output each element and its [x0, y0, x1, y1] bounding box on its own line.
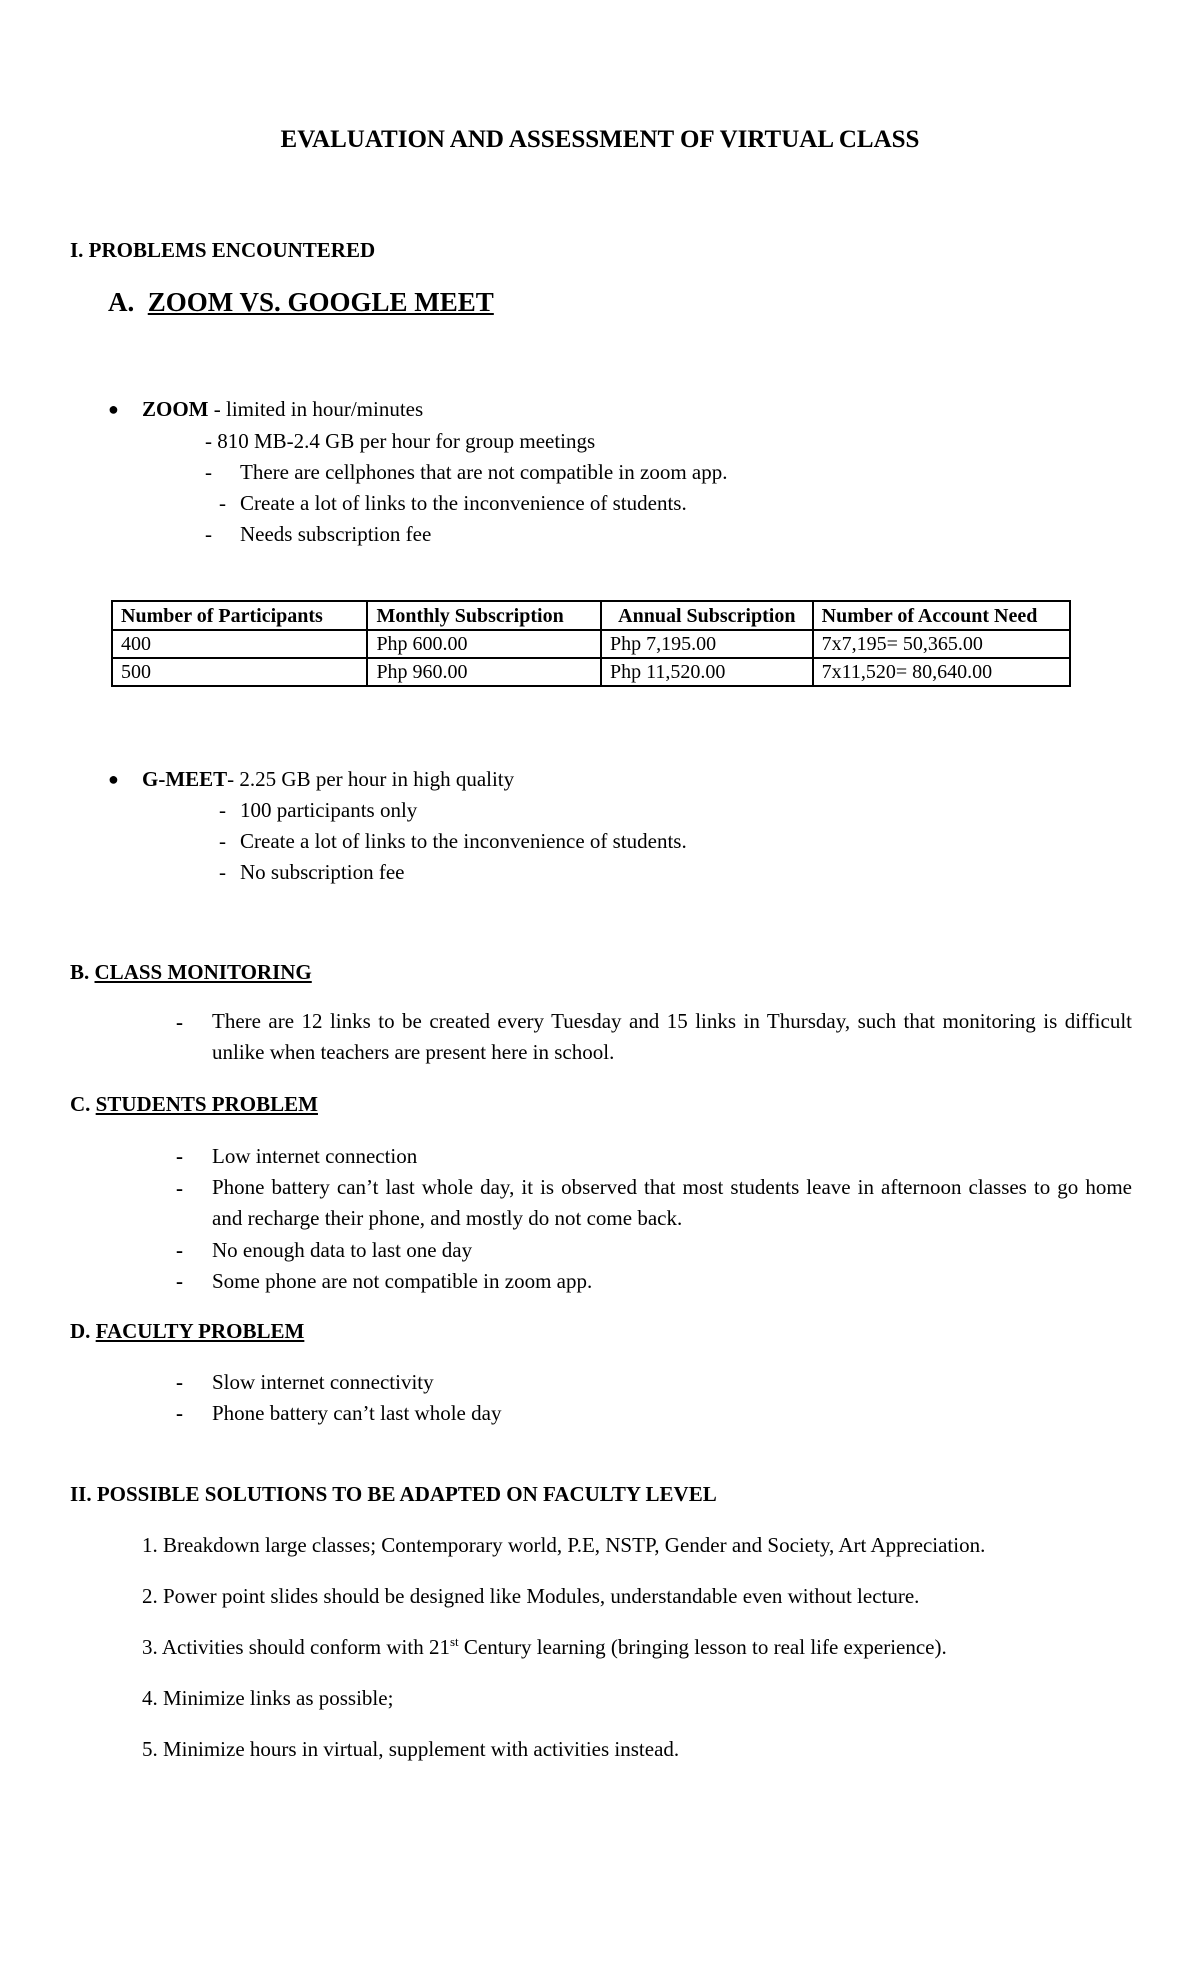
dash-icon: -: [219, 798, 226, 822]
solution-item: 2. Power point slides should be designed like Modules, understandable even without lecture.: [142, 1584, 920, 1608]
students-problem-item: Some phone are not compatible in zoom app.: [212, 1269, 593, 1293]
zoom-line-2: - 810 MB-2.4 GB per hour for group meetings: [205, 429, 596, 453]
dash-icon: -: [219, 829, 226, 853]
table-header-row: [112, 601, 1070, 630]
gmeet-item: 100 participants only: [240, 798, 418, 822]
table-header-cell: Monthly Subscription: [367, 601, 601, 630]
faculty-problem-item: Slow internet connectivity: [212, 1370, 434, 1394]
students-problem-item: Phone battery can’t last whole day, it is observed that most students leave in afternoon classes to go home and recharge their phone, and mostly do not come back.: [212, 1175, 1132, 1230]
ordinal-suffix: st: [449, 1634, 459, 1649]
zoom-bullet: [142, 395, 423, 423]
solution-item: 1. Breakdown large classes; Contemporary world, P.E, NSTP, Gender and Society, Art Appreciation.: [142, 1533, 986, 1557]
table-cell: 500: [112, 658, 367, 686]
gmeet-item: Create a lot of links to the inconvenience of students.: [240, 829, 687, 853]
zoom-item: There are cellphones that are not compatible in zoom app.: [240, 460, 728, 484]
document-title: EVALUATION AND ASSESSMENT OF VIRTUAL CLASS: [280, 126, 920, 153]
table-cell: Php 960.00: [367, 658, 601, 686]
section-a-label: A.: [108, 287, 135, 317]
section-c-title: STUDENTS PROBLEM: [95, 1092, 318, 1116]
solution-item-3-rest: Century learning (bringing lesson to real life experience).: [458, 1635, 947, 1659]
table-header-cell: Number of Account Need: [813, 601, 1070, 630]
bullet-icon: ●: [108, 769, 119, 789]
gmeet-bullet: [142, 765, 514, 793]
dash-icon: -: [176, 1144, 183, 1168]
zoom-item: Needs subscription fee: [240, 522, 432, 546]
section-d-heading: [70, 1317, 304, 1345]
dash-icon: -: [219, 860, 226, 884]
zoom-first-line: - limited in hour/minutes: [208, 397, 424, 421]
bullet-icon: ●: [108, 399, 119, 419]
section-b-title: CLASS MONITORING: [94, 960, 312, 984]
students-problem-item: Low internet connection: [212, 1144, 418, 1168]
table-cell: 400: [112, 630, 367, 658]
section-a-heading: [108, 288, 494, 316]
subscription-table: [111, 600, 1071, 687]
dash-icon: -: [205, 460, 212, 484]
section-d-label: D.: [70, 1319, 91, 1343]
gmeet-label: G-MEET: [142, 767, 228, 791]
table-cell: 7x11,520= 80,640.00: [813, 658, 1070, 686]
dash-icon: -: [205, 522, 212, 546]
section-b-label: B.: [70, 960, 90, 984]
section-b-heading: [70, 958, 312, 986]
solution-item-3-text: 3. Activities should conform with 21: [142, 1635, 450, 1659]
section-c-heading: [70, 1090, 318, 1118]
zoom-item: Create a lot of links to the inconvenience of students.: [240, 491, 687, 515]
table-header-cell: Number of Participants: [112, 601, 367, 630]
table-header-cell: Annual Subscription: [601, 601, 813, 630]
zoom-label: ZOOM: [142, 397, 209, 421]
gmeet-item: No subscription fee: [240, 860, 405, 884]
table-row: [112, 630, 1070, 658]
table-cell: 7x7,195= 50,365.00: [813, 630, 1070, 658]
table-row: [112, 658, 1070, 686]
section-d-title: FACULTY PROBLEM: [95, 1319, 305, 1343]
dash-icon: -: [176, 1238, 183, 1262]
solution-item: 4. Minimize links as possible;: [142, 1686, 394, 1710]
dash-icon: -: [176, 1010, 183, 1034]
class-monitoring-item: There are 12 links to be created every Tuesday and 15 links in Thursday, such that monitoring is difficult unlike when teachers are present here in school.: [212, 1009, 1132, 1064]
dash-icon: -: [176, 1401, 183, 1425]
dash-icon: -: [219, 491, 226, 515]
table-cell: Php 11,520.00: [601, 658, 813, 686]
students-problem-item: No enough data to last one day: [212, 1238, 473, 1262]
section-a-title: ZOOM VS. GOOGLE MEET: [147, 287, 494, 317]
table-cell: Php 7,195.00: [601, 630, 813, 658]
dash-icon: -: [176, 1370, 183, 1394]
solution-item: [142, 1633, 947, 1661]
faculty-problem-item: Phone battery can’t last whole day: [212, 1401, 502, 1425]
solution-item: 5. Minimize hours in virtual, supplement with activities instead.: [142, 1737, 680, 1761]
section-c-label: C.: [70, 1092, 91, 1116]
gmeet-first-line: - 2.25 GB per hour in high quality: [227, 767, 515, 791]
section-1-heading: I. PROBLEMS ENCOUNTERED: [70, 238, 376, 262]
section-2-heading: II. POSSIBLE SOLUTIONS TO BE ADAPTED ON FACULTY LEVEL: [70, 1482, 717, 1506]
dash-icon: -: [176, 1176, 183, 1200]
table-cell: Php 600.00: [367, 630, 601, 658]
dash-icon: -: [176, 1269, 183, 1293]
